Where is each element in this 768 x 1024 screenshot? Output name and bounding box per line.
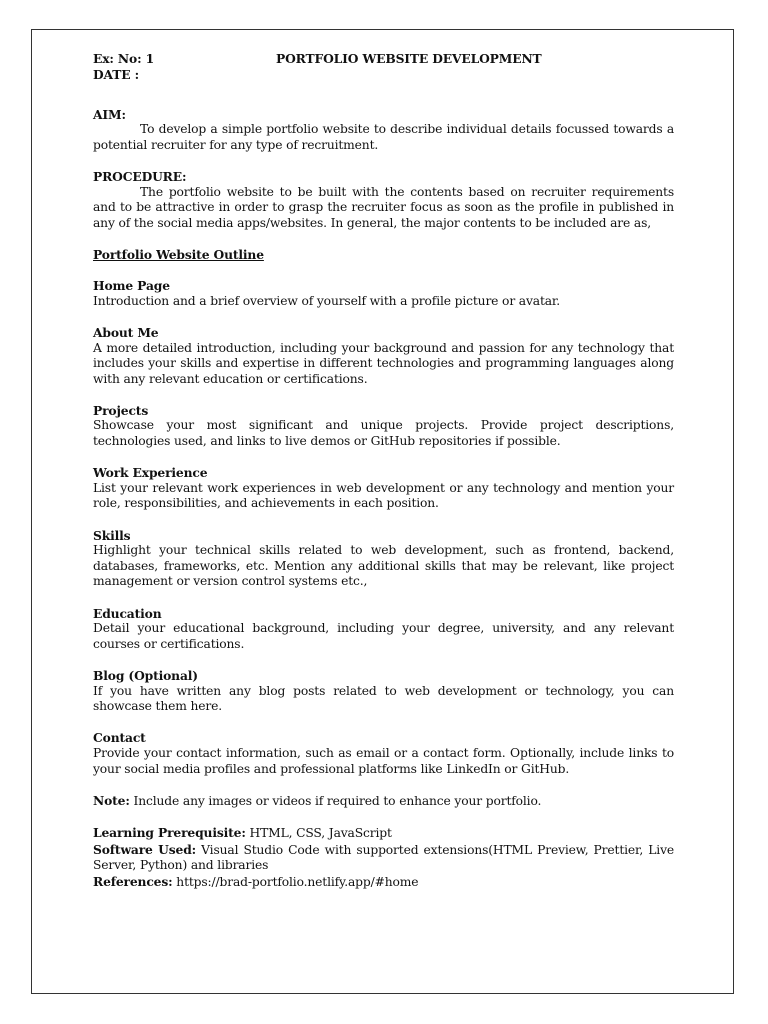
section-title: Education <box>93 605 162 621</box>
references-label: References: <box>93 873 173 889</box>
document-body <box>93 51 674 890</box>
section-contact <box>93 730 674 777</box>
note-label: Note: <box>93 792 130 808</box>
section-work-experience <box>93 465 674 512</box>
date-label: DATE : <box>93 67 139 82</box>
procedure-text: The portfolio website to be built with the contents based on recruiter requirements and to be attractive in order to grasp the recruiter focus as soon as the profile in published in any of the social media apps/websites. In general, the major contents to be included are as, <box>93 184 674 230</box>
prerequisite-label: Learning Prerequisite: <box>93 824 246 840</box>
section-skills <box>93 528 674 590</box>
section-projects <box>93 403 674 450</box>
outline-title: Portfolio Website Outline <box>93 246 264 262</box>
section-title: Projects <box>93 402 149 418</box>
section-text: If you have written any blog posts related to web development or technology, you can showcase them here. <box>93 683 674 714</box>
section-title: Contact <box>93 730 146 746</box>
section-text: List your relevant work experiences in web development or any technology and mention your role, responsibilities, and achievements in each position. <box>93 480 674 511</box>
section-blog <box>93 668 674 715</box>
section-text: A more detailed introduction, including your background and passion for any technology that includes your skills and expertise in different technologies and programming languages along with any relevant education or certifications. <box>93 340 674 386</box>
section-title: About Me <box>93 324 159 340</box>
exercise-number: Ex: No: 1 <box>93 51 154 66</box>
references-link[interactable]: https://brad-portfolio.netlify.app/#home <box>176 874 419 889</box>
section-title: Skills <box>93 527 131 543</box>
aim-heading: AIM: <box>93 106 126 122</box>
note-text: Include any images or videos if required to enhance your portfolio. <box>133 793 542 808</box>
section-title: Blog (Optional) <box>93 667 198 683</box>
section-text: Introduction and a brief overview of yourself with a profile picture or avatar. <box>93 293 561 308</box>
section-title: Home Page <box>93 278 170 294</box>
section-text: Showcase your most significant and unique projects. Provide project descriptions, technologies used, and links to live demos or GitHub repositories if possible. <box>93 418 674 449</box>
aim-text: To develop a simple portfolio website to describe individual details focussed towards a potential recruiter for any type of recruitment. <box>93 122 674 152</box>
section-text: Provide your contact information, such as email or a contact form. Optionally, include links to your social media profiles and professional platforms like LinkedIn or GitHub. <box>93 745 674 776</box>
section-text: Detail your educational background, including your degree, university, and any relevant courses or certifications. <box>93 621 674 651</box>
prerequisite-line <box>93 825 674 842</box>
section-title: Work Experience <box>93 465 208 481</box>
header-row <box>93 51 674 67</box>
software-text: Visual Studio Code with supported extensions(HTML Preview, Prettier, Live Server, Python) and libraries <box>93 842 674 873</box>
section-about <box>93 325 674 387</box>
procedure-heading: PROCEDURE: <box>93 168 187 184</box>
prerequisite-text: HTML, CSS, JavaScript <box>249 825 392 840</box>
software-label: Software Used: <box>93 841 197 857</box>
section-home <box>93 278 674 309</box>
software-line <box>93 842 674 874</box>
document-title: PORTFOLIO WEBSITE DEVELOPMENT <box>276 51 542 66</box>
section-education <box>93 606 674 653</box>
references-line <box>93 874 674 891</box>
section-text: Highlight your technical skills related to web development, such as frontend, backend, databases, frameworks, etc. Mention any additional skills that may be relevant, like project management or version control systems etc., <box>93 543 674 589</box>
note-line <box>93 793 674 810</box>
